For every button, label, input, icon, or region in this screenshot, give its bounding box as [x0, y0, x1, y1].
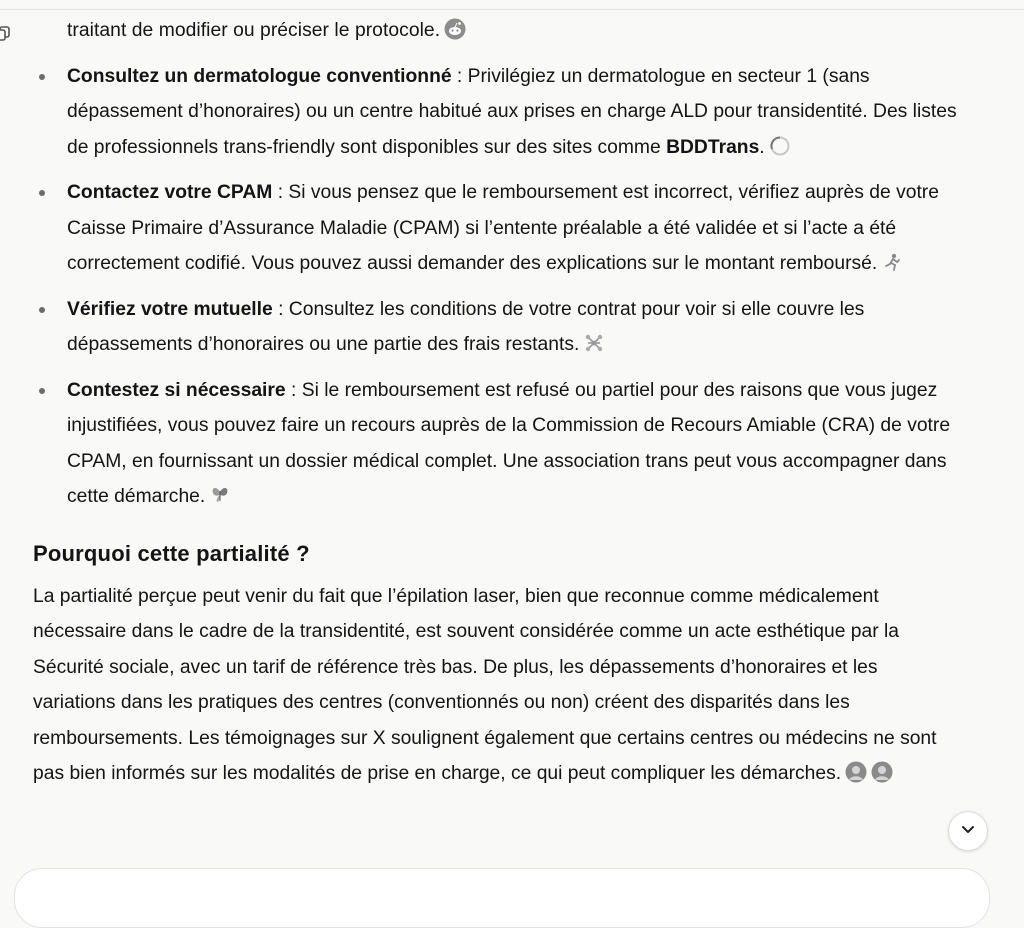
- network-icon[interactable]: [583, 332, 605, 354]
- message-content: [33, 13, 963, 792]
- avatar-icon[interactable]: [845, 761, 867, 783]
- list-item-dermatologue: [33, 59, 963, 166]
- person-icon[interactable]: [881, 251, 903, 273]
- list-item-text: : Si le remboursement est refusé ou partiel pour des raisons que vous jugez injustifiées, vous pouvez faire un recours auprès de la Commission de Recours Amiable (CRA) de votre CPAM, en fournissant un dossier médical complet. Une association trans peut vous accompagner dans cette démarche.: [67, 379, 951, 507]
- paragraph-text: La partialité perçue peut venir du fait que l’épilation laser, bien que reconnue comme médicalement nécessaire dans le cadre de la transidentité, est souvent considérée comme un acte esthétique par la Sécurité sociale, avec un tarif de référence très bas. De plus, les dépassements d’honoraires et les variations dans les pratiques des centres (conventionnés ou non) créent des disparités dans les remboursements. Les témoignages sur X soulignent également que certains centres ou médecins ne sont pas bien informés sur les modalités de prise en charge, ce qui peut compliquer les démarches.: [33, 585, 937, 784]
- list-item-title: Contactez votre CPAM: [67, 182, 273, 203]
- list-item-title: Consultez un dermatologue conventionné: [67, 65, 452, 87]
- list-item-cpam: [33, 175, 963, 282]
- section-paragraph: [33, 579, 963, 792]
- list-item-text: : Si vous pensez que le remboursement est incorrect, vérifiez auprès de votre Caisse Primaire d’Assurance Maladie (CPAM) si l’entente préalable a été validée et si l’acte a été correctement codifié. Vous pouvez aussi demander des explications sur le montant remboursé.: [67, 182, 939, 274]
- section-heading: Pourquoi cette partialité ?: [33, 540, 310, 566]
- list-item-title: Vérifiez votre mutuelle: [67, 298, 273, 320]
- list-item-text-end: .: [759, 136, 765, 158]
- list-item-text: : Privilégiez un dermatologue en secteur 1 (sans dépassement d’honoraires) ou un centre habitué aux prises en charge ALD pour transidentité. Des listes de professionnels trans-friendly sont disponibles sur des sites comme: [67, 65, 957, 158]
- butterfly-icon[interactable]: [209, 484, 231, 506]
- copy-icon[interactable]: [0, 26, 10, 42]
- bddtrans-label: BDDTrans: [666, 136, 760, 158]
- message-composer[interactable]: [14, 868, 990, 928]
- intro-text: traitant de modifier ou préciser le protocole.: [67, 20, 441, 41]
- intro-line: [33, 13, 963, 49]
- loading-ring-icon[interactable]: [769, 135, 791, 157]
- top-divider: [0, 9, 1024, 10]
- tips-list: [33, 59, 963, 515]
- scroll-to-bottom-button[interactable]: [948, 811, 988, 851]
- list-item-title: Contestez si nécessaire: [67, 379, 286, 401]
- reddit-icon[interactable]: [444, 18, 466, 40]
- avatar-icon[interactable]: [871, 761, 893, 783]
- list-item-contester: [33, 373, 963, 515]
- chevron-down-icon: [960, 821, 976, 842]
- list-item-text: : Consultez les conditions de votre contrat pour voir si elle couvre les dépassements d’honoraires ou une partie des frais restants.: [67, 298, 865, 355]
- list-item-mutuelle: [33, 292, 963, 363]
